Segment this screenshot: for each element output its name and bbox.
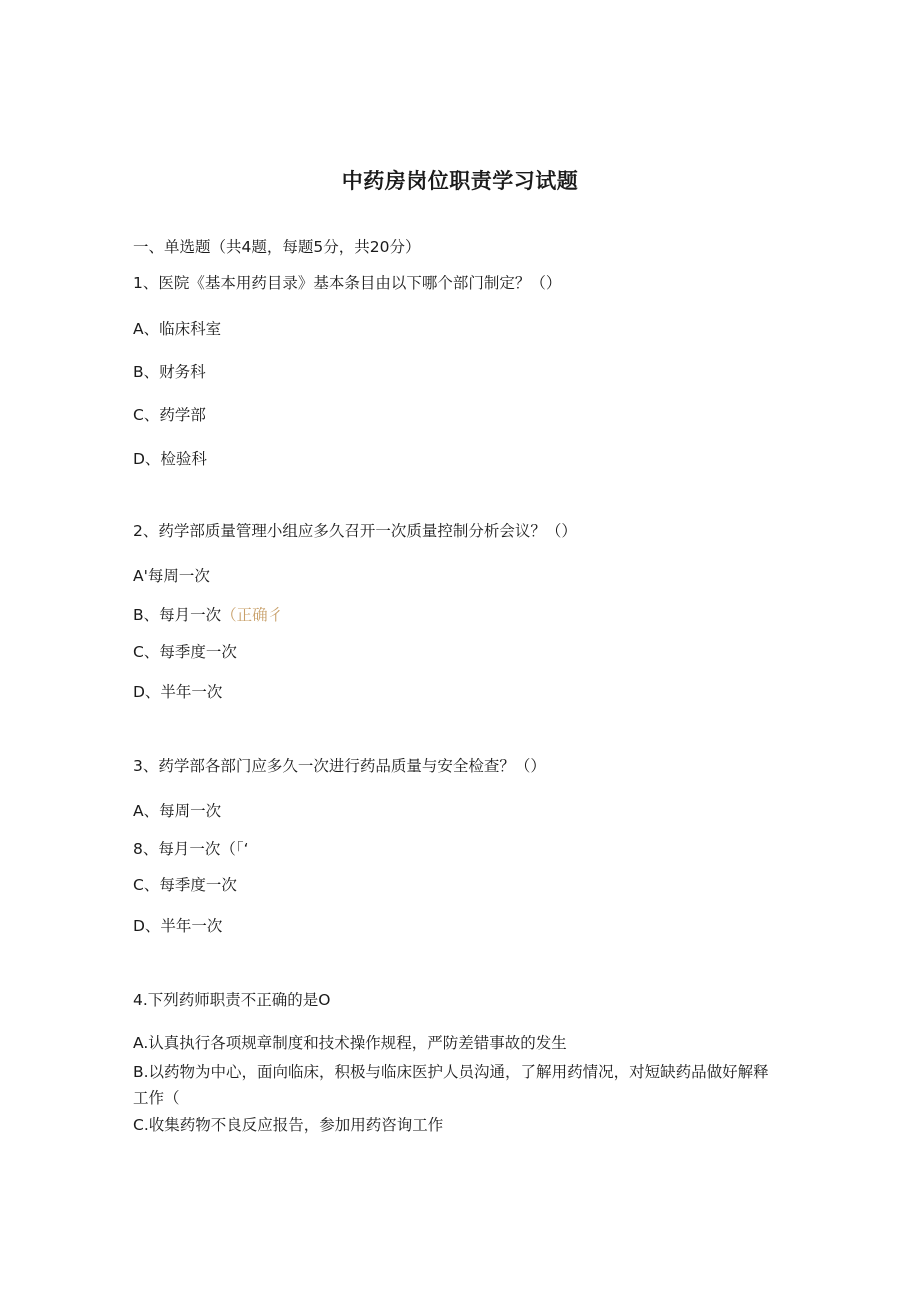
- question-3-option-b: 8、每月一次（「‘: [133, 840, 249, 858]
- question-1-option-a: A、临床科室: [133, 320, 222, 338]
- question-2-option-c: C、每季度一次: [133, 643, 237, 661]
- question-2-option-b: [133, 602, 283, 628]
- question-3-option-c: C、每季度一次: [133, 876, 237, 894]
- question-3-stem: 3、药学部各部门应多久一次进行药品质量与安全检查？（）: [133, 757, 546, 775]
- question-1-option-d: D、检验科: [133, 450, 207, 468]
- correct-answer-mark: （正确彳: [221, 606, 284, 624]
- question-4-option-b: B.以药物为中心，面向临床，积极与临床医护人员沟通，了解用药情况，对短缺药品做好解释工作（: [133, 1063, 769, 1107]
- question-4-option-a: A.认真执行各项规章制度和技术操作规程，严防差错事故的发生: [133, 1034, 567, 1052]
- question-1-option-c: C、药学部: [133, 406, 206, 424]
- question-4-stem: 4.下列药师职责不正确的是O: [133, 991, 331, 1009]
- question-2-option-a: A'每周一次: [133, 567, 210, 585]
- question-4-option-c: C.收集药物不良反应报告，参加用药咨询工作: [133, 1116, 444, 1134]
- page-title: 中药房岗位职责学习试题: [341, 169, 579, 193]
- question-2-stem: 2、药学部质量管理小组应多久召开一次质量控制分析会议？（）: [133, 522, 577, 540]
- section-heading: 一、单选题（共4题，每题5分，共20分）: [133, 238, 421, 256]
- question-1-option-b: B、财务科: [133, 363, 206, 381]
- question-2-option-d: D、半年一次: [133, 683, 223, 701]
- question-2-option-b-text: B、每月一次: [133, 606, 222, 624]
- question-3-option-d: D、半年一次: [133, 917, 223, 935]
- question-1-stem: 1、医院《基本用药目录》基本条目由以下哪个部门制定？（）: [133, 274, 562, 292]
- question-3-option-a: A、每周一次: [133, 802, 222, 820]
